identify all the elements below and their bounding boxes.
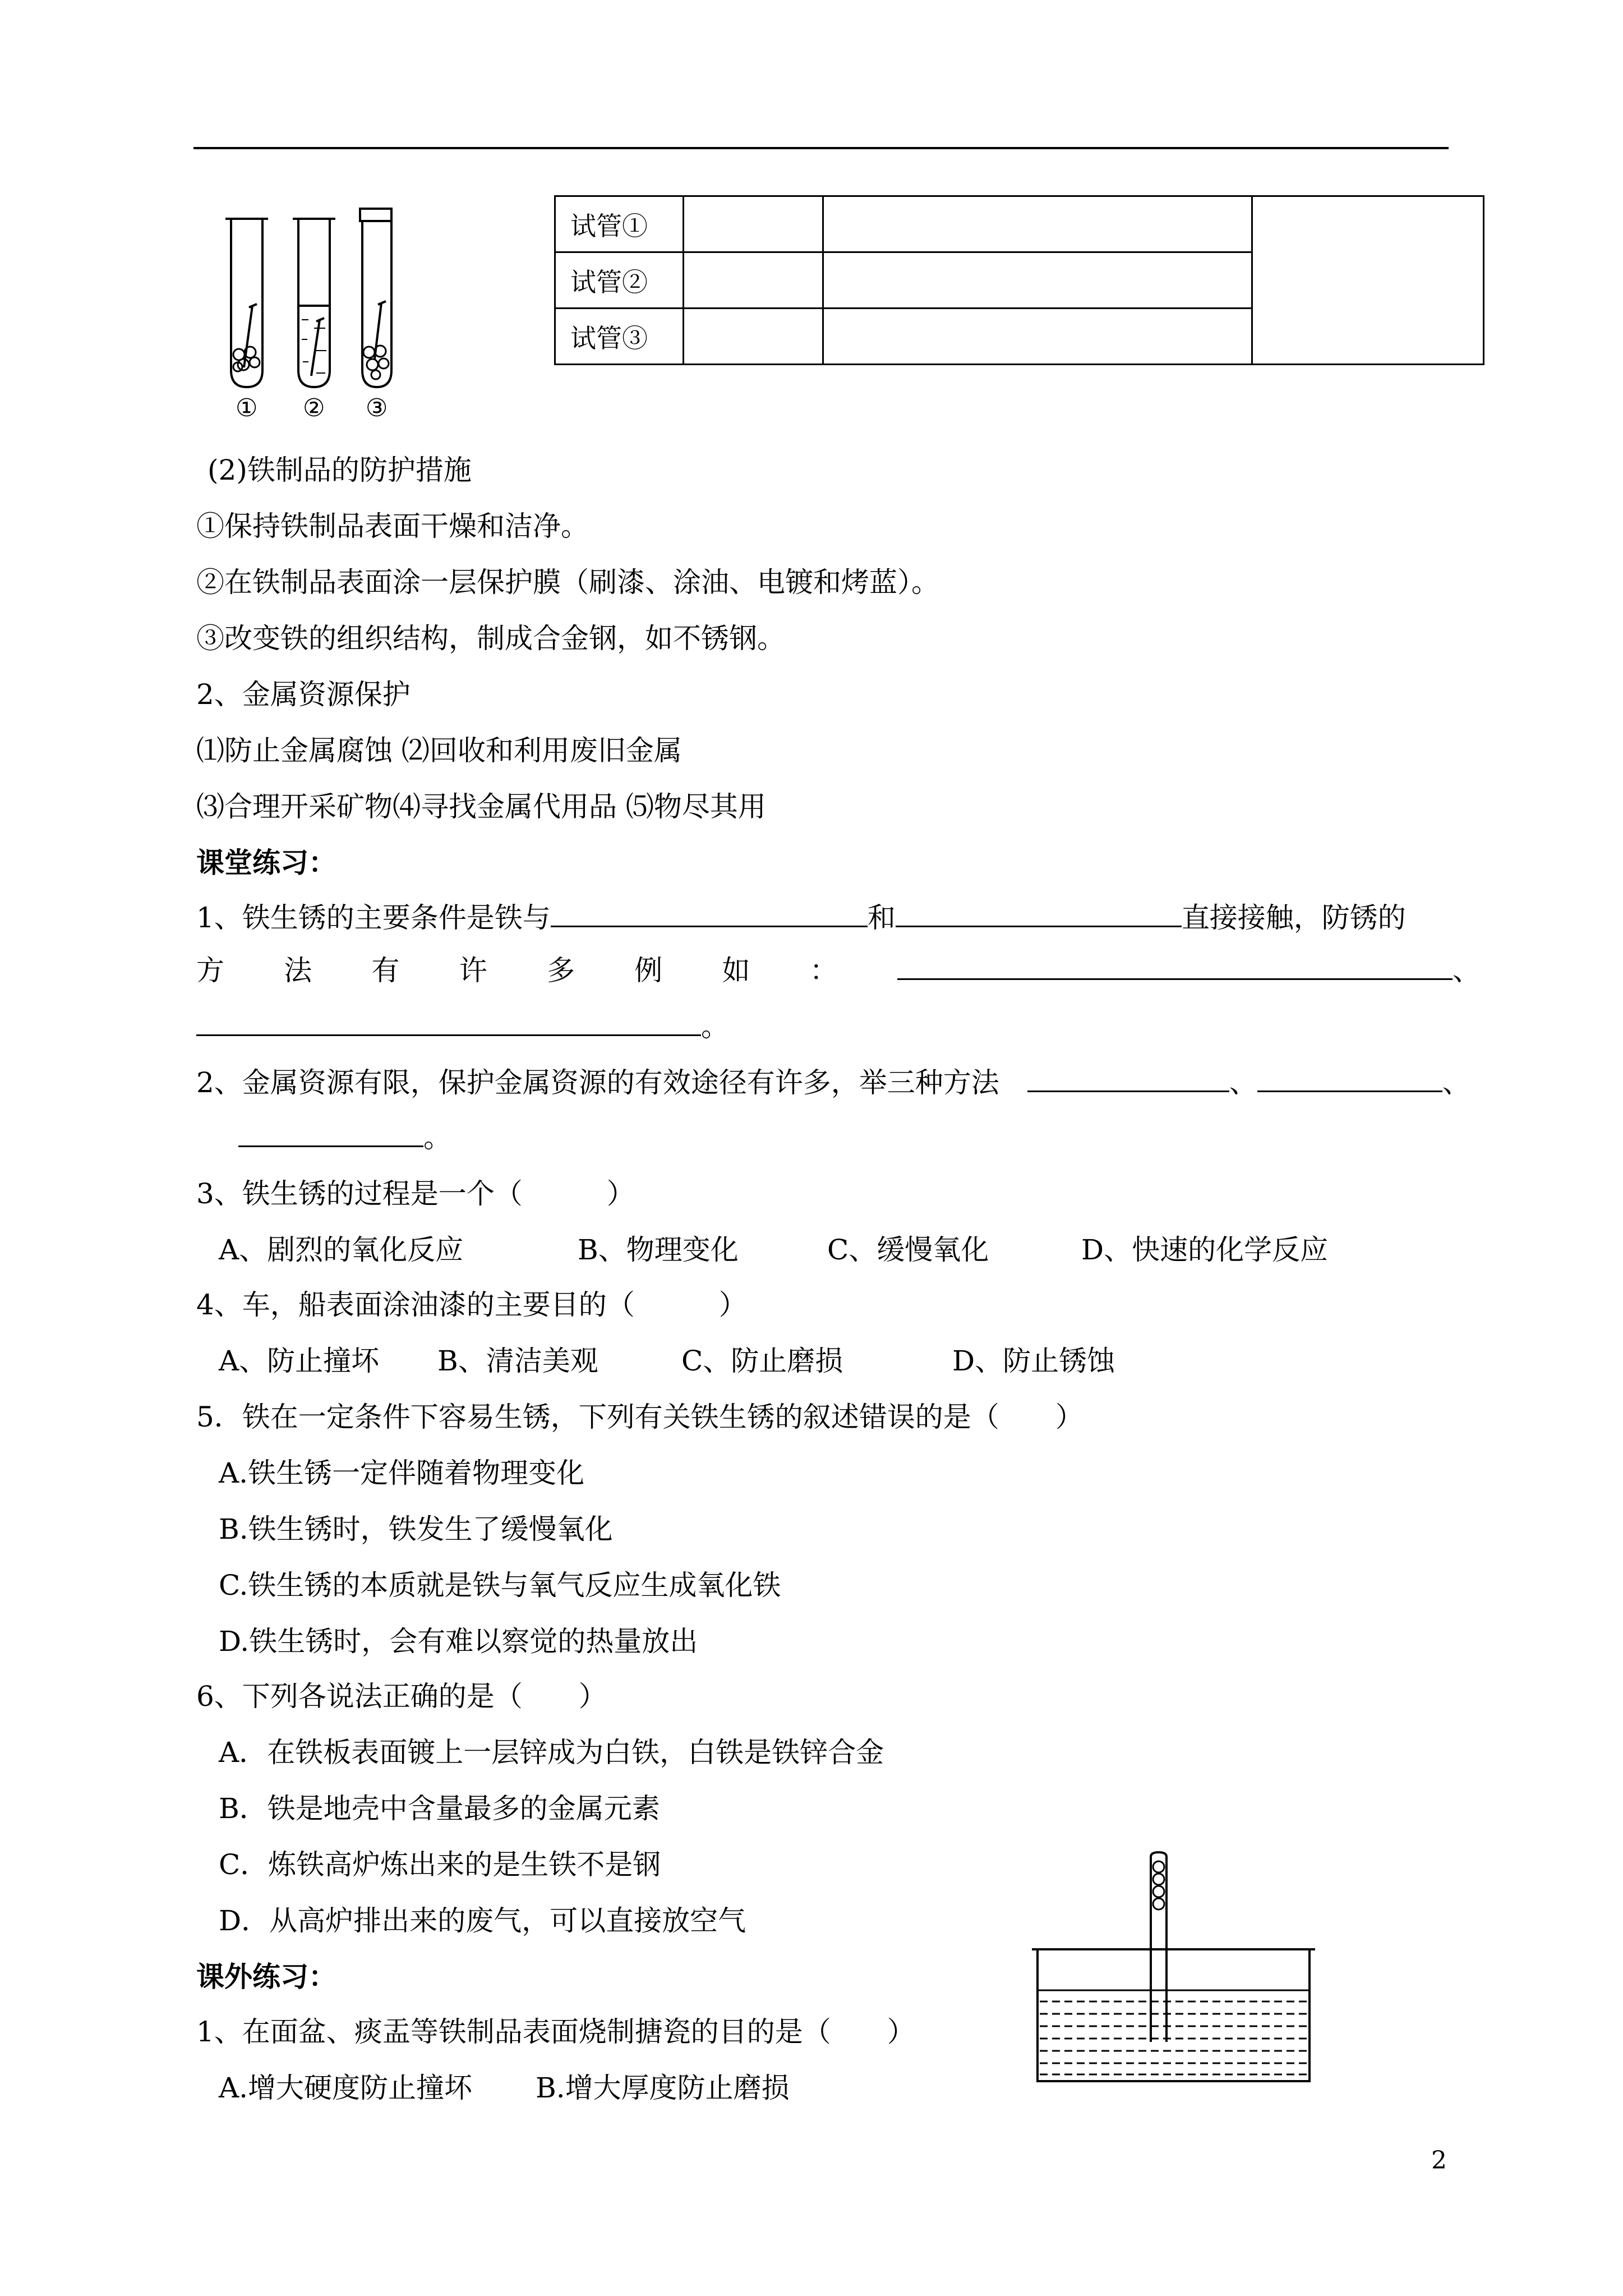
resource-item-2: ⑶合理开采矿物⑷寻找金属代用品 ⑸物尽其用 [196, 790, 766, 823]
table-cell-label: 试管③ [555, 309, 684, 365]
question-1-line-3 [196, 1010, 729, 1043]
question-6: 6、下列各说法正确的是（ ） [196, 1680, 607, 1713]
table-cell [684, 252, 823, 309]
option-a[interactable]: A.铁生锈一定伴随着物理变化 [219, 1457, 585, 1489]
class-practice-heading: 课堂练习： [196, 846, 336, 879]
option-a[interactable]: A．在铁板表面镀上一层锌成为白铁，白铁是铁锌合金 [219, 1736, 884, 1769]
spread-char: 有 [371, 954, 400, 987]
question-1-line-2 [196, 954, 1481, 987]
question-1-text-b: 和 [867, 901, 896, 934]
question-1-text-c: 直接接触，防锈的 [1181, 901, 1406, 934]
tube-label-3: ③ [366, 394, 388, 422]
option-c[interactable]: C、防止磨损 [681, 1345, 843, 1377]
spread-char: ： [809, 954, 838, 987]
table-cell-label: 试管② [555, 252, 684, 309]
table-cell-label: 试管① [555, 196, 684, 252]
answer-blank[interactable] [238, 1121, 423, 1147]
option-c[interactable]: C.铁生锈的本质就是铁与氧气反应生成氧化铁 [219, 1569, 781, 1602]
option-d[interactable]: D.铁生锈时，会有难以察觉的热量放出 [219, 1625, 698, 1658]
protection-title: (2)铁制品的防护措施 [208, 454, 472, 486]
question-5: 5．铁在一定条件下容易生锈，下列有关铁生锈的叙述错误的是（ ） [196, 1401, 1083, 1433]
answer-blank[interactable] [551, 901, 868, 927]
table-cell [823, 252, 1252, 309]
spread-char: 多 [547, 954, 575, 987]
spread-char: 如 [722, 954, 750, 987]
option-d[interactable]: D、快速的化学反应 [1081, 1234, 1329, 1266]
question-1-comma: 、 [1453, 954, 1481, 987]
spread-char: 许 [459, 954, 487, 987]
option-a[interactable]: A、剧烈的氧化反应 [219, 1234, 464, 1266]
answer-blank[interactable] [196, 1010, 701, 1036]
option-b[interactable]: B.增大厚度防止磨损 [536, 2072, 790, 2104]
question-4: 4、车，船表面涂油漆的主要目的（ ） [196, 1289, 747, 1321]
protection-item-2: ②在铁制品表面涂一层保护膜（刷漆、涂油、电镀和烤蓝）。 [196, 566, 939, 599]
table-cell [684, 309, 823, 365]
question-3: 3、铁生锈的过程是一个（ ） [196, 1177, 635, 1210]
option-b[interactable]: B、物理变化 [578, 1234, 739, 1266]
resource-item-1: ⑴防止金属腐蚀 ⑵回收和利用废旧金属 [196, 734, 682, 767]
answer-blank[interactable] [1027, 1066, 1229, 1092]
test-tubes-figure [213, 208, 437, 426]
protection-item-3: ③改变铁的组织结构，制成合金钢，如不锈钢。 [196, 622, 785, 655]
question-2-sep: 、 [1442, 1066, 1470, 1099]
option-a[interactable]: A.增大硬度防止撞坏 [219, 2072, 473, 2104]
option-b[interactable]: B．铁是地壳中含量最多的金属元素 [219, 1792, 660, 1825]
option-d[interactable]: D．从高炉排出来的废气，可以直接放空气 [219, 1904, 746, 1937]
spread-char: 方 [196, 954, 224, 987]
question-2-line-2 [238, 1121, 451, 1154]
resource-title: 2、金属资源保护 [196, 678, 411, 711]
page-number: 2 [1431, 2146, 1447, 2175]
outside-practice-heading: 课外练习： [196, 1960, 336, 1993]
answer-blank[interactable] [897, 954, 1453, 980]
question-2-text: 2、金属资源有限，保护金属资源的有效途径有许多，举三种方法 [196, 1066, 999, 1099]
question-2-end: 。 [423, 1121, 451, 1154]
question-1-text-a: 1、铁生锈的主要条件是铁与 [196, 901, 551, 934]
answer-blank[interactable] [896, 901, 1182, 927]
spread-char: 例 [634, 954, 663, 987]
table-cell [823, 196, 1252, 252]
question-2 [196, 1066, 1470, 1099]
option-b[interactable]: B.铁生锈时，铁发生了缓慢氧化 [219, 1513, 613, 1545]
question-1 [196, 901, 1406, 935]
option-c[interactable]: C、缓慢氧化 [827, 1234, 989, 1266]
experiment-table [554, 195, 1484, 365]
tube-label-2: ② [303, 394, 325, 422]
tube-label-1: ① [236, 394, 258, 422]
question-1-end: 。 [701, 1010, 729, 1043]
spread-char: 法 [284, 954, 312, 987]
protection-item-1: ①保持铁制品表面干燥和洁净。 [196, 510, 589, 542]
table-cell-merged [1252, 196, 1484, 365]
outside-question-1: 1、在面盆、痰盂等铁制品表面烧制搪瓷的目的是（ ） [196, 2016, 915, 2048]
answer-blank[interactable] [1257, 1066, 1442, 1092]
option-d[interactable]: D、防止锈蚀 [952, 1345, 1115, 1377]
option-b[interactable]: B、清洁美观 [437, 1345, 598, 1377]
table-cell [684, 196, 823, 252]
table-row [555, 196, 1484, 252]
table-cell [823, 309, 1252, 365]
header-rule [193, 147, 1449, 149]
option-a[interactable]: A、防止撞坏 [219, 1345, 380, 1377]
option-c[interactable]: C．炼铁高炉炼出来的是生铁不是钢 [219, 1848, 661, 1881]
question-2-sep: 、 [1229, 1066, 1257, 1099]
basin-test-tube-figure [1032, 1851, 1324, 2092]
